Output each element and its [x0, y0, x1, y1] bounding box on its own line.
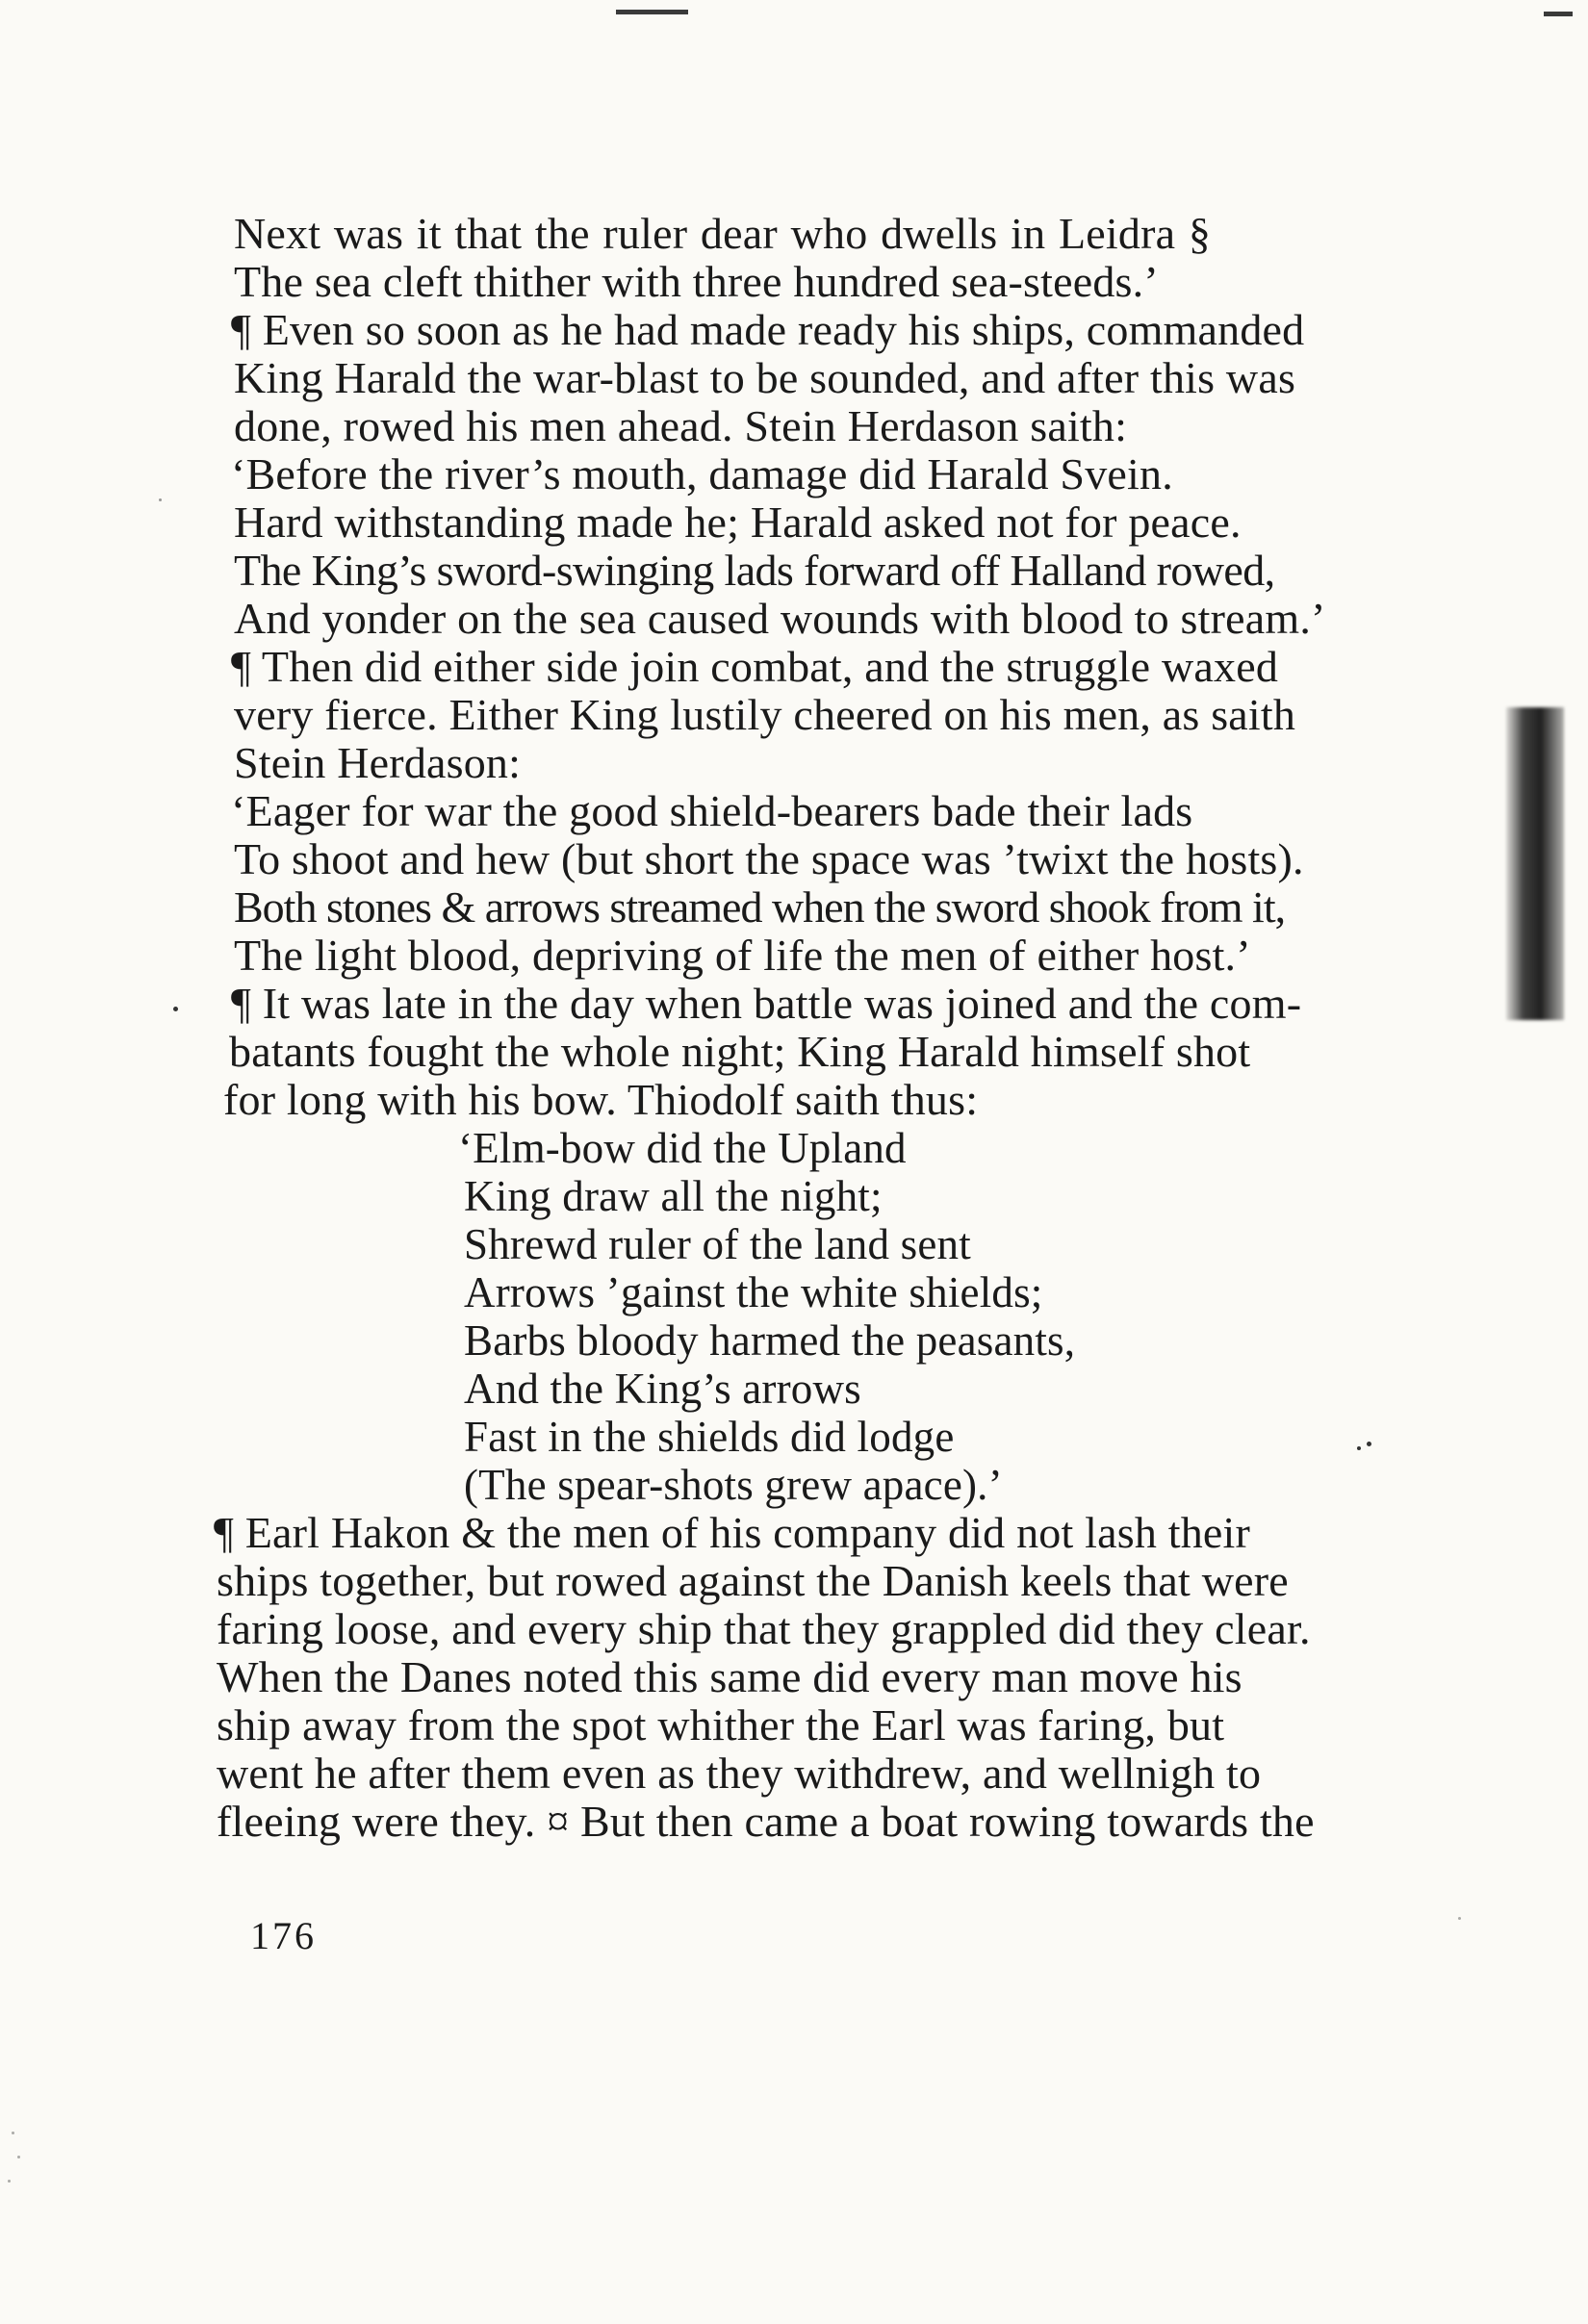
verse-line: Fast in the shields did lodge — [464, 1413, 955, 1461]
ink-speck — [17, 2156, 20, 2158]
text-line: Stein Herdason: — [234, 738, 522, 787]
text-line: ¶ Even so soon as he had made ready his ships, commanded — [231, 305, 1305, 354]
page-edge-smudge — [1506, 707, 1564, 1020]
text-line: When the Danes noted this same did every man move his — [217, 1652, 1242, 1701]
ink-speck — [173, 1007, 178, 1011]
text-line: The light blood, depriving of life the men of either host.’ — [234, 931, 1251, 980]
page-number: 176 — [250, 1914, 317, 1957]
corner-edge-mark — [1544, 12, 1573, 16]
ink-speck — [12, 2132, 14, 2134]
text-line: batants fought the whole night; King Harald himself shot — [229, 1027, 1251, 1076]
text-line: done, rowed his men ahead. Stein Herdason saith: — [234, 401, 1128, 450]
text-line: The King’s sword-swinging lads forward off Halland rowed, — [234, 546, 1275, 595]
text-line: for long with his bow. Thiodolf saith thus: — [223, 1075, 979, 1124]
ink-speck — [159, 498, 162, 501]
text-line: faring loose, and every ship that they grappled did they clear. — [217, 1604, 1311, 1653]
text-line: ‘Before the river’s mouth, damage did Harald Svein. — [231, 449, 1173, 498]
verse-line: ‘Elm-bow did the Upland — [458, 1124, 907, 1172]
text-line: ship away from the spot whither the Earl was faring, but — [217, 1700, 1225, 1749]
verse-line: Barbs bloody harmed the peasants, — [464, 1316, 1076, 1365]
text-line: The sea cleft thither with three hundred sea-steeds.’ — [234, 257, 1159, 306]
verse-line: And the King’s arrows — [464, 1365, 861, 1413]
verse-line: King draw all the night; — [464, 1172, 883, 1220]
verse-line: (The spear-shots grew apace).’ — [464, 1461, 1003, 1509]
verse-line: Arrows ’gainst the white shields; — [464, 1268, 1043, 1316]
ink-speck — [1458, 1917, 1461, 1920]
text-line: King Harald the war-blast to be sounded, and after this was — [234, 353, 1296, 402]
text-line: And yonder on the sea caused wounds with blood to stream.’ — [234, 594, 1326, 643]
verse-line: Shrewd ruler of the land sent — [464, 1220, 971, 1268]
text-line: Both stones & arrows streamed when the sword shook from it, — [234, 882, 1286, 932]
text-line: To shoot and hew (but short the space was ’twixt the hosts). — [234, 834, 1304, 883]
text-line: ¶ Earl Hakon & the men of his company did not lash their — [214, 1508, 1251, 1557]
top-edge-mark — [616, 10, 688, 14]
text-line: very fierce. Either King lustily cheered on his men, as saith — [234, 690, 1296, 739]
text-line: ¶ It was late in the day when battle was joined and the com- — [231, 979, 1302, 1028]
text-line: ‘Eager for war the good shield-bearers bade their lads — [231, 786, 1193, 835]
text-line: went he after them even as they withdrew, and wellnigh to — [217, 1749, 1262, 1798]
ink-speck — [1367, 1442, 1371, 1446]
text-line: Hard withstanding made he; Harald asked not for peace. — [234, 498, 1242, 547]
ink-speck — [1357, 1446, 1361, 1450]
text-line: ships together, but rowed against the Danish keels that were — [217, 1556, 1289, 1605]
text-line: Next was it that the ruler dear who dwells in Leidra § — [234, 209, 1212, 258]
text-line: fleeing were they. ¤ But then came a boat rowing towards the — [217, 1797, 1315, 1846]
text-line: ¶ Then did either side join combat, and the struggle waxed — [231, 642, 1279, 691]
ink-speck — [8, 2180, 11, 2183]
